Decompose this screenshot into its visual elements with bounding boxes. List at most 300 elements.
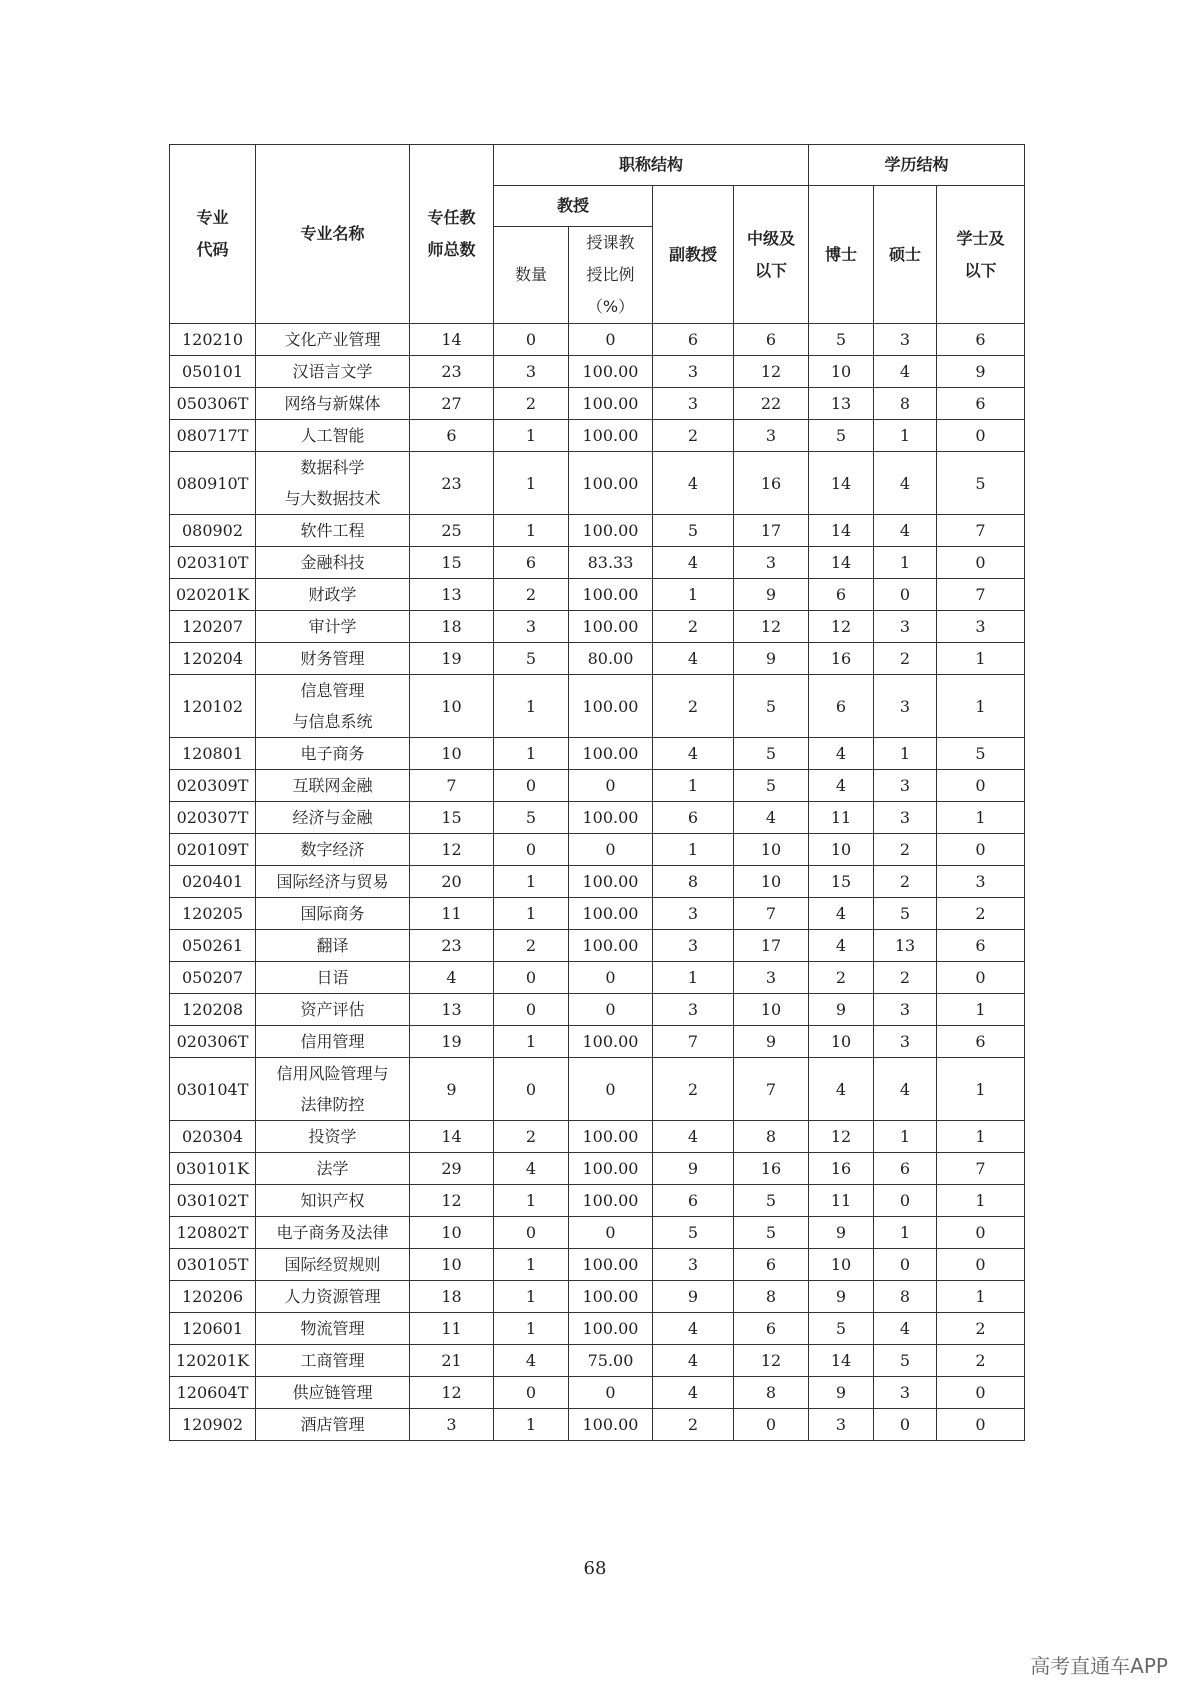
cell-value [809,611,874,643]
cell-text: 0 [605,840,616,859]
cell-code [170,738,256,770]
cell-value [494,611,569,643]
cell-value [494,1058,569,1121]
cell-text: 3 [525,362,537,381]
table-header [170,145,1025,324]
cell-value [653,994,734,1026]
cell-value [874,579,937,611]
cell-name [256,834,410,866]
cell-name [256,770,410,802]
cell-value [653,1313,734,1345]
cell-value [937,738,1025,770]
cell-text: 3 [765,426,777,445]
cell-text: 3 [687,1255,699,1274]
cell-value [734,1345,809,1377]
cell-text: 国际经济与贸易 [276,872,389,891]
cell-value [809,1281,874,1313]
cell-value [410,611,494,643]
cell-value [874,1409,937,1441]
cell-name [256,1345,410,1377]
cell-text: 0 [605,1079,616,1099]
cell-value [653,356,734,388]
cell-text: 6 [975,936,986,955]
cell-text: 11 [441,1319,462,1338]
cell-text: 100.00 [582,936,639,955]
cell-text: 3 [899,330,911,349]
cell-value [809,515,874,547]
cell-text: 0 [899,1191,911,1210]
cell-name [256,547,410,579]
cell-value [937,1153,1025,1185]
cell-text: 0 [899,585,911,604]
cell-text: 2 [687,617,699,636]
cell-code [170,356,256,388]
cell-text: 120201K [175,1351,250,1370]
cell-value [569,1281,653,1313]
cell-text: 2 [835,968,847,987]
cell-value [569,420,653,452]
cell-text: 17 [760,936,782,955]
cell-value [874,324,937,356]
cell-text: 1 [525,744,537,763]
cell-text: 0 [975,840,986,859]
cell-text: 投资学 [308,1127,357,1146]
cell-value [734,452,809,515]
cell-text: 数据科学 与大数据技术 [284,458,381,508]
cell-text: 8 [687,872,699,891]
cell-value [809,420,874,452]
cell-text: 2 [687,696,699,716]
cell-value [494,1217,569,1249]
cell-text: 软件工程 [300,521,365,540]
cell-value [653,1377,734,1409]
cell-text: 3 [687,904,699,923]
cell-value [937,1026,1025,1058]
cell-value [937,898,1025,930]
cell-text: 120206 [181,1287,244,1306]
cell-value [874,675,937,738]
cell-code [170,1185,256,1217]
cell-text: 10 [830,362,852,381]
cell-text: 1 [525,1287,537,1306]
cell-value [410,1026,494,1058]
cell-code [170,1313,256,1345]
cell-text: 9 [765,585,777,604]
cell-text: 4 [899,1079,911,1099]
header-professor: 教授 [494,186,653,227]
cell-text: 6 [525,553,537,572]
cell-text: 4 [687,1351,699,1370]
cell-text: 020304 [181,1127,244,1146]
cell-name [256,866,410,898]
cell-text: 8 [765,1287,777,1306]
cell-value [809,1345,874,1377]
cell-text: 5 [687,1223,699,1242]
cell-text: 文化产业管理 [284,330,381,349]
cell-text: 1 [975,1079,986,1099]
cell-value [809,579,874,611]
cell-value [653,675,734,738]
cell-text: 经济与金融 [292,808,373,827]
cell-value [494,1026,569,1058]
cell-text: 10 [441,1255,462,1274]
cell-code [170,770,256,802]
cell-value [937,802,1025,834]
cell-value [410,1185,494,1217]
cell-name [256,802,410,834]
cell-text: 4 [835,1079,847,1099]
cell-value [809,452,874,515]
table-row [170,866,1025,898]
cell-value [494,930,569,962]
cell-value [653,1281,734,1313]
cell-text: 020310T [176,553,249,572]
header-code: 专业 代码 [170,145,256,324]
cell-text: 7 [765,904,777,923]
header-degree-structure: 学历结构 [809,145,1025,186]
cell-text: 050207 [181,968,244,987]
cell-text: 6 [765,330,777,349]
cell-text: 7 [975,1159,986,1178]
cell-text: 1 [975,1191,986,1210]
cell-text: 信用管理 [300,1032,365,1051]
cell-text: 4 [687,473,699,493]
cell-text: 18 [441,617,462,636]
header-master: 硕士 [874,186,937,324]
cell-text: 3 [899,696,911,716]
cell-code [170,994,256,1026]
cell-text: 10 [441,1223,462,1242]
cell-text: 030102T [176,1191,249,1210]
cell-value [410,420,494,452]
table-row [170,324,1025,356]
cell-text: 6 [765,1319,777,1338]
cell-text: 9 [835,1000,847,1019]
cell-value [809,675,874,738]
cell-text: 1 [687,585,699,604]
cell-value [410,388,494,420]
cell-text: 2 [899,840,911,859]
cell-value [734,802,809,834]
cell-value [569,452,653,515]
cell-text: 100.00 [582,872,639,891]
cell-text: 供应链管理 [292,1383,373,1402]
cell-value [874,1153,937,1185]
cell-value [809,930,874,962]
cell-text: 7 [765,1079,777,1099]
cell-text: 3 [525,617,537,636]
cell-value [410,1377,494,1409]
cell-text: 120801 [181,744,244,763]
cell-value [494,1313,569,1345]
cell-text: 5 [765,696,777,716]
cell-value [734,866,809,898]
cell-text: 4 [899,1319,911,1338]
cell-value [569,1026,653,1058]
cell-value [874,515,937,547]
cell-text: 25 [441,521,462,540]
table-row [170,1026,1025,1058]
cell-value [734,1153,809,1185]
cell-text: 0 [975,426,986,445]
cell-value [874,388,937,420]
table-row [170,420,1025,452]
cell-text: 120204 [181,649,244,668]
cell-text: 23 [441,936,462,955]
cell-text: 11 [441,904,462,923]
cell-value [734,356,809,388]
cell-text: 10 [830,1032,852,1051]
cell-text: 100.00 [582,394,639,413]
cell-value [494,547,569,579]
cell-text: 0 [975,1223,986,1242]
cell-value [410,515,494,547]
cell-text: 1 [687,968,699,987]
cell-text: 4 [899,521,911,540]
cell-text: 120208 [181,1000,244,1019]
cell-text: 6 [975,394,986,413]
cell-text: 3 [687,936,699,955]
cell-value [653,962,734,994]
cell-text: 20 [441,872,462,891]
cell-text: 酒店管理 [300,1415,365,1434]
cell-value [734,1121,809,1153]
cell-name [256,1026,410,1058]
cell-text: 金融科技 [300,553,365,572]
cell-value [653,1058,734,1121]
table-row [170,738,1025,770]
cell-value [494,738,569,770]
table-body [170,324,1025,1441]
cell-value [494,866,569,898]
cell-value [874,930,937,962]
cell-value [937,611,1025,643]
cell-text: 数字经济 [300,840,365,859]
cell-value [874,1026,937,1058]
cell-text: 4 [835,936,847,955]
cell-value [809,1153,874,1185]
header-ratio: 授课教 授比例 （%） [569,227,653,324]
cell-code [170,898,256,930]
cell-value [569,1313,653,1345]
table-row [170,1121,1025,1153]
cell-text: 100.00 [582,585,639,604]
header-total: 专任教 师总数 [410,145,494,324]
cell-text: 10 [441,696,462,716]
cell-text: 1 [525,1255,537,1274]
cell-value [734,1377,809,1409]
cell-text: 120604T [176,1383,249,1402]
cell-text: 12 [441,1191,462,1210]
cell-value [734,738,809,770]
cell-value [569,579,653,611]
cell-text: 0 [525,968,537,987]
cell-text: 10 [830,1255,852,1274]
cell-code [170,1377,256,1409]
cell-value [569,1249,653,1281]
cell-text: 2 [899,872,911,891]
cell-value [494,994,569,1026]
cell-value [653,452,734,515]
cell-text: 14 [830,521,852,540]
cell-value [410,643,494,675]
cell-text: 4 [899,362,911,381]
cell-text: 10 [760,872,782,891]
cell-text: 6 [687,808,699,827]
cell-value [874,866,937,898]
cell-text: 13 [441,1000,462,1019]
cell-value [937,1217,1025,1249]
cell-value [410,324,494,356]
cell-text: 3 [975,872,986,891]
cell-text: 1 [975,696,986,716]
cell-code [170,547,256,579]
cell-value [653,1249,734,1281]
cell-code [170,834,256,866]
table-row [170,643,1025,675]
cell-text: 知识产权 [300,1191,365,1210]
cell-value [494,1377,569,1409]
cell-text: 120802T [176,1223,249,1242]
cell-value [874,420,937,452]
cell-value [874,834,937,866]
cell-value [569,675,653,738]
cell-text: 22 [760,394,782,413]
cell-text: 080910T [176,473,249,493]
cell-text: 国际经贸规则 [284,1255,381,1274]
table-row [170,1377,1025,1409]
cell-text: 0 [975,968,986,987]
cell-text: 物流管理 [300,1319,365,1338]
cell-value [809,898,874,930]
cell-value [494,452,569,515]
cell-text: 120210 [181,330,244,349]
cell-text: 13 [894,936,916,955]
cell-text: 3 [899,1032,911,1051]
cell-text: 0 [525,776,537,795]
cell-value [653,770,734,802]
cell-value [734,1313,809,1345]
cell-text: 6 [899,1159,911,1178]
cell-text: 9 [765,1032,777,1051]
cell-value [734,643,809,675]
cell-value [874,1281,937,1313]
cell-text: 4 [899,473,911,493]
cell-name [256,1121,410,1153]
cell-value [494,898,569,930]
cell-value [569,1153,653,1185]
cell-text: 29 [441,1159,462,1178]
table-row [170,994,1025,1026]
cell-text: 100.00 [582,696,639,716]
cell-text: 100.00 [582,521,639,540]
cell-name [256,324,410,356]
cell-name [256,356,410,388]
cell-text: 020306T [176,1032,249,1051]
cell-value [874,1313,937,1345]
cell-value [809,1185,874,1217]
cell-text: 0 [605,1383,616,1402]
table-row [170,802,1025,834]
cell-text: 15 [441,808,462,827]
cell-text: 16 [830,1159,852,1178]
cell-code [170,1058,256,1121]
cell-text: 5 [525,649,537,668]
cell-value [653,1185,734,1217]
cell-value [653,1121,734,1153]
cell-value [653,579,734,611]
cell-value [874,770,937,802]
cell-value [494,1281,569,1313]
cell-name [256,930,410,962]
cell-text: 1 [899,1127,911,1146]
cell-name [256,738,410,770]
cell-value [410,1281,494,1313]
cell-code [170,962,256,994]
cell-name [256,1377,410,1409]
cell-text: 4 [687,1383,699,1402]
cell-text: 12 [441,1383,462,1402]
cell-value [874,1377,937,1409]
cell-text: 3 [899,808,911,827]
cell-value [874,356,937,388]
cell-text: 100.00 [582,808,639,827]
table-row [170,356,1025,388]
cell-text: 0 [525,1000,537,1019]
cell-text: 120601 [181,1319,244,1338]
cell-text: 3 [899,1383,911,1402]
cell-value [494,962,569,994]
cell-text: 网络与新媒体 [284,394,381,413]
table-row [170,962,1025,994]
cell-value [410,1121,494,1153]
cell-text: 1 [899,553,911,572]
cell-value [494,770,569,802]
cell-value [569,1409,653,1441]
cell-text: 18 [441,1287,462,1306]
cell-value [734,962,809,994]
cell-text: 翻译 [316,936,349,955]
header-count: 数量 [494,227,569,324]
cell-value [937,515,1025,547]
cell-text: 3 [687,362,699,381]
cell-text: 020109T [176,840,249,859]
cell-value [734,515,809,547]
cell-text: 3 [835,1415,847,1434]
cell-text: 0 [605,1223,616,1242]
cell-value [569,611,653,643]
cell-value [874,1185,937,1217]
cell-name [256,1185,410,1217]
cell-text: 80.00 [587,649,634,668]
cell-value [653,388,734,420]
cell-text: 信用风险管理与 法律防控 [276,1064,389,1114]
cell-text: 020401 [181,872,244,891]
cell-value [874,547,937,579]
cell-value [874,994,937,1026]
cell-text: 23 [441,362,462,381]
cell-value [809,834,874,866]
cell-code [170,515,256,547]
cell-text: 13 [441,585,462,604]
cell-text: 3 [765,553,777,572]
cell-value [410,738,494,770]
cell-value [734,547,809,579]
cell-value [937,1121,1025,1153]
header-title-structure: 职称结构 [494,145,809,186]
cell-value [569,388,653,420]
cell-text: 4 [835,904,847,923]
